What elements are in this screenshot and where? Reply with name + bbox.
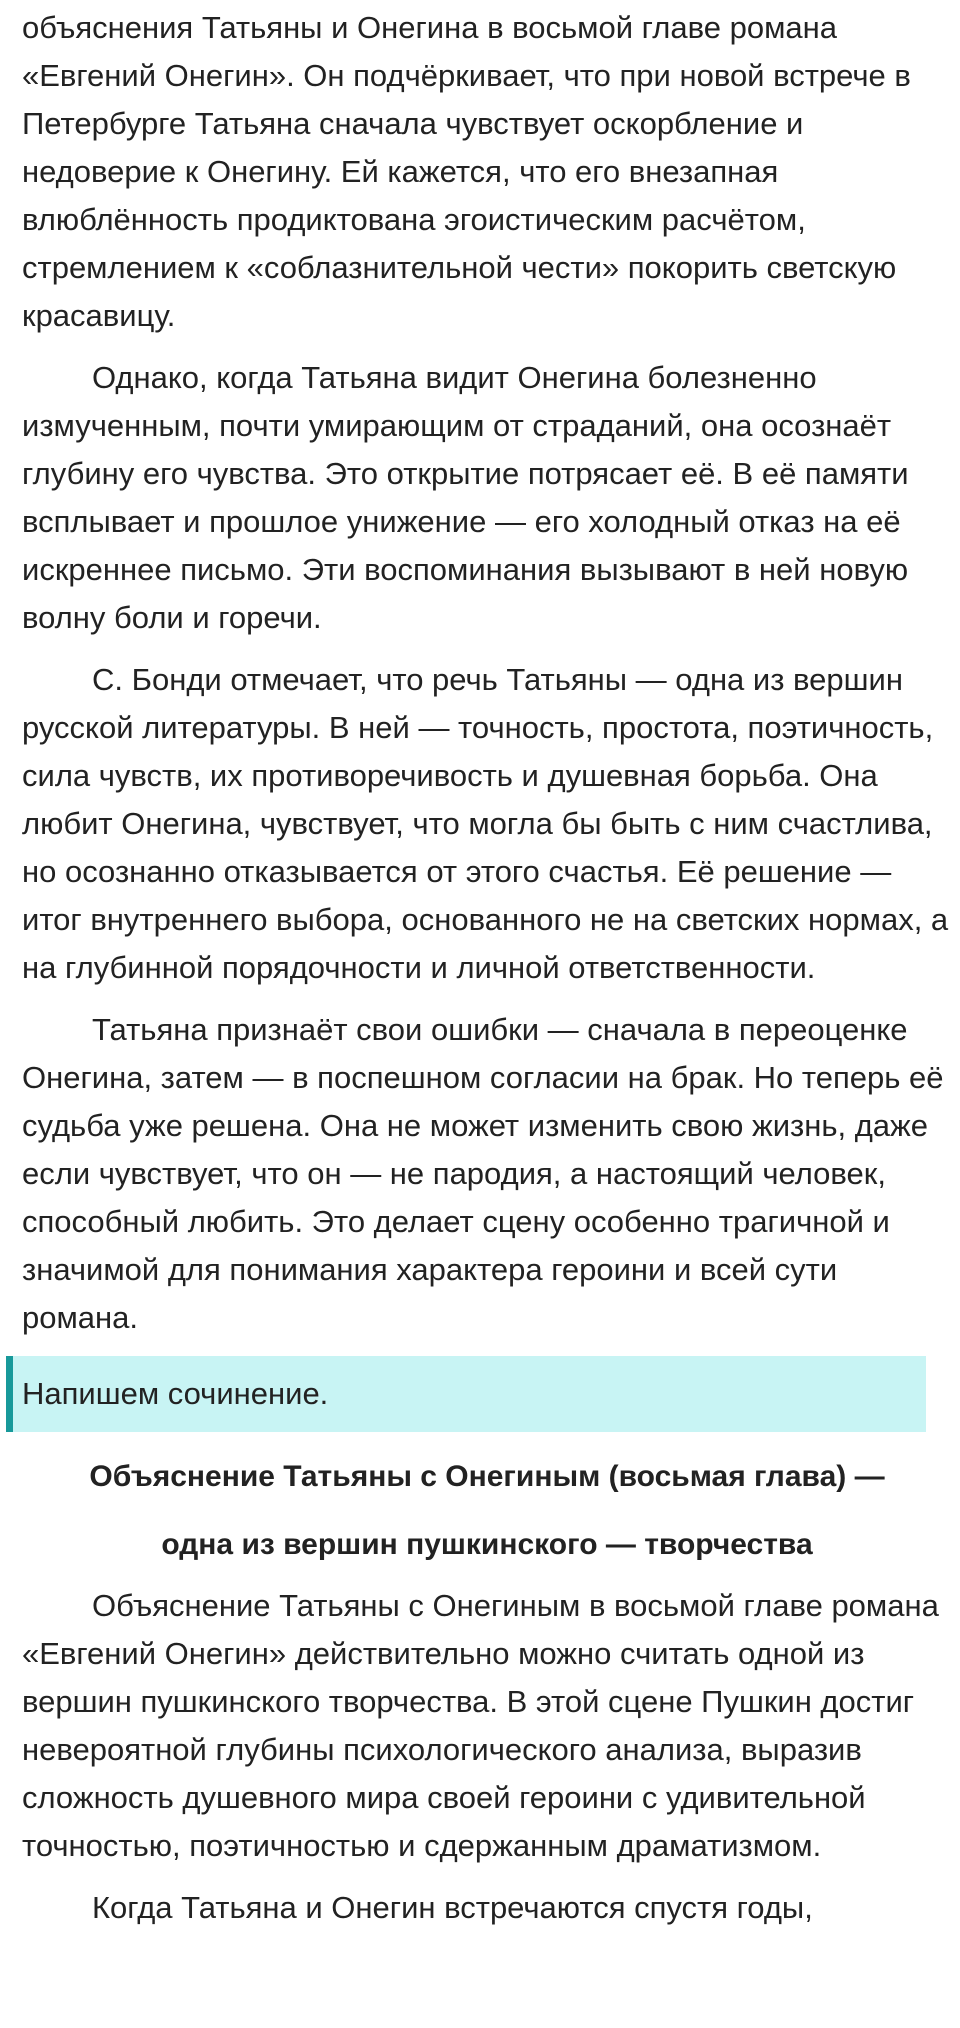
paragraph-realization: Однако, когда Татьяна видит Онегина болезненно измученным, почти умирающим от страданий, она осознаёт глубину его чувства. Это открытие потрясает её. В её памяти всплывает и прошлое унижение — его холодный отказ на её искреннее письмо. Эти воспоминания вызывают в ней новую волну боли и горечи. — [22, 360, 909, 635]
article-body — [22, 0, 952, 1946]
essay-title-line-2: одна из вершин пушкинского — творчества — [161, 1528, 813, 1561]
paragraph-bondi: С. Бонди отмечает, что речь Татьяны — одна из вершин русской литературы. В ней — точность, простота, поэтичность, сила чувств, их противоречивость и душевная борьба. Она любит Онегина, чувствует, что могла бы быть с ним счастлива, но осознанно отказывается от этого счастья. Её решение — итог внутреннего выбора, основанного не на светских нормах, а на глубинной порядочности и личной ответственности. — [22, 662, 949, 985]
paragraph-mistakes: Татьяна признаёт свои ошибки — сначала в переоценке Онегина, затем — в поспешном согласии на брак. Но теперь её судьба уже решена. Она не может изменить свою жизнь, даже если чувствует, что он — не пародия, а настоящий человек, способный любить. Это делает сцену особенно трагичной и значимой для понимания характера героини и всей сути романа. — [22, 1012, 944, 1335]
callout-accent-bar — [6, 1356, 13, 1432]
callout-box — [6, 1356, 926, 1432]
paragraph-essay-continued: Когда Татьяна и Онегин встречаются спустя годы, — [92, 1890, 813, 1925]
paragraph-intro: объяснения Татьяны и Онегина в восьмой главе романа «Евгений Онегин». Он подчёркивает, что при новой встрече в Петербурге Татьяна сначала чувствует оскорбление и недоверие к Онегину. Ей кажется, что его внезапная влюблённость продиктована эгоистическим расчётом, стремлением к «соблазнительной чести» покорить светскую красавицу. — [22, 10, 911, 333]
essay-title-line-1: Объяснение Татьяны с Онегиным (восьмая глава) — — [89, 1460, 885, 1493]
paragraph-essay-intro: Объяснение Татьяны с Онегиным в восьмой главе романа «Евгений Онегин» действительно можно считать одной из вершин пушкинского творчества. В этой сцене Пушкин достиг невероятной глубины психологического анализа, выразив сложность душевного мира своей героини с удивительной точностью, поэтичностью и сдержанным драматизмом. — [22, 1588, 939, 1863]
callout-text: Напишем сочинение. — [22, 1376, 329, 1411]
